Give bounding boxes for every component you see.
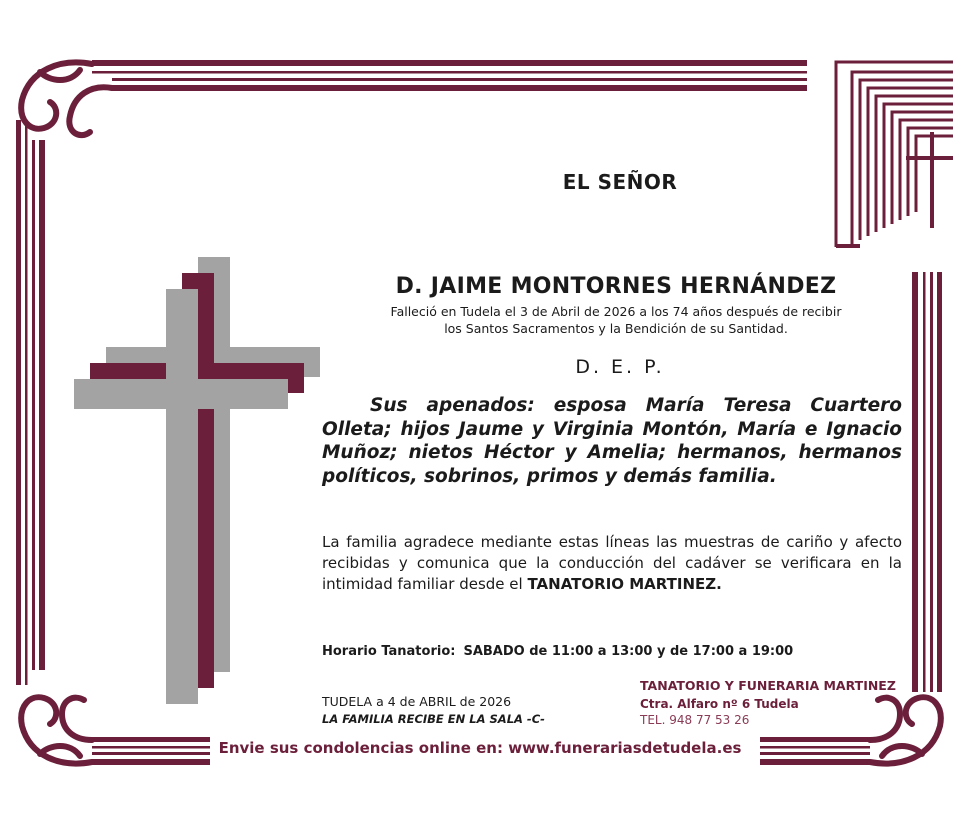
- stepped-cross-emblem-icon: [836, 62, 953, 247]
- rest-in-peace: D. E. P.: [575, 356, 665, 378]
- thanks-place: TANATORIO MARTINEZ.: [527, 575, 722, 593]
- schedule-value: SABADO de 11:00 a 13:00 y de 17:00 a 19:00: [463, 644, 794, 659]
- death-details-line-2: los Santos Sacramentos y la Bendición de su Santidad.: [444, 321, 788, 336]
- funeral-home-address: Ctra. Alfaro nº 6 Tudela: [640, 697, 799, 711]
- deceased-name: D. JAIME MONTORNES HERNÁNDEZ: [395, 274, 837, 299]
- funeral-home-schedule: [322, 644, 902, 659]
- thanks-text: La familia agradece mediante estas líneas las muestras de cariño y afecto recibidas y comunica que la conducción del cadáver se verificara en la intimidad familiar desde el: [322, 533, 902, 593]
- thanks-paragraph: [322, 532, 902, 595]
- online-condolences: Envie sus condolencias online en: www.funerariasdetudela.es: [218, 739, 742, 757]
- notice-header: EL SEÑOR: [562, 170, 678, 194]
- notice-date: TUDELA a 4 de ABRIL de 2026: [322, 694, 512, 709]
- mourners-paragraph: [322, 394, 902, 488]
- funeral-home-phone: TEL. 948 77 53 26: [640, 713, 750, 727]
- latin-cross-icon: [74, 257, 320, 704]
- schedule-label: Horario Tanatorio:: [322, 644, 456, 659]
- death-details-line-1: Falleció en Tudela el 3 de Abril de 2026 a los 74 años después de recibir: [390, 304, 842, 319]
- funeral-home-name: TANATORIO Y FUNERARIA MARTINEZ: [640, 678, 896, 693]
- reception-room: LA FAMILIA RECIBE EN LA SALA -C-: [322, 712, 545, 726]
- death-details: [352, 303, 880, 337]
- mourners-text: Sus apenados: esposa María Teresa Cuartero Olleta; hijos Jaume y Virginia Montón, María e Ignacio Muñoz; nietos Héctor y Amelia; hermanos, hermanos políticos, sobrinos, primos y demás familia.: [322, 395, 902, 487]
